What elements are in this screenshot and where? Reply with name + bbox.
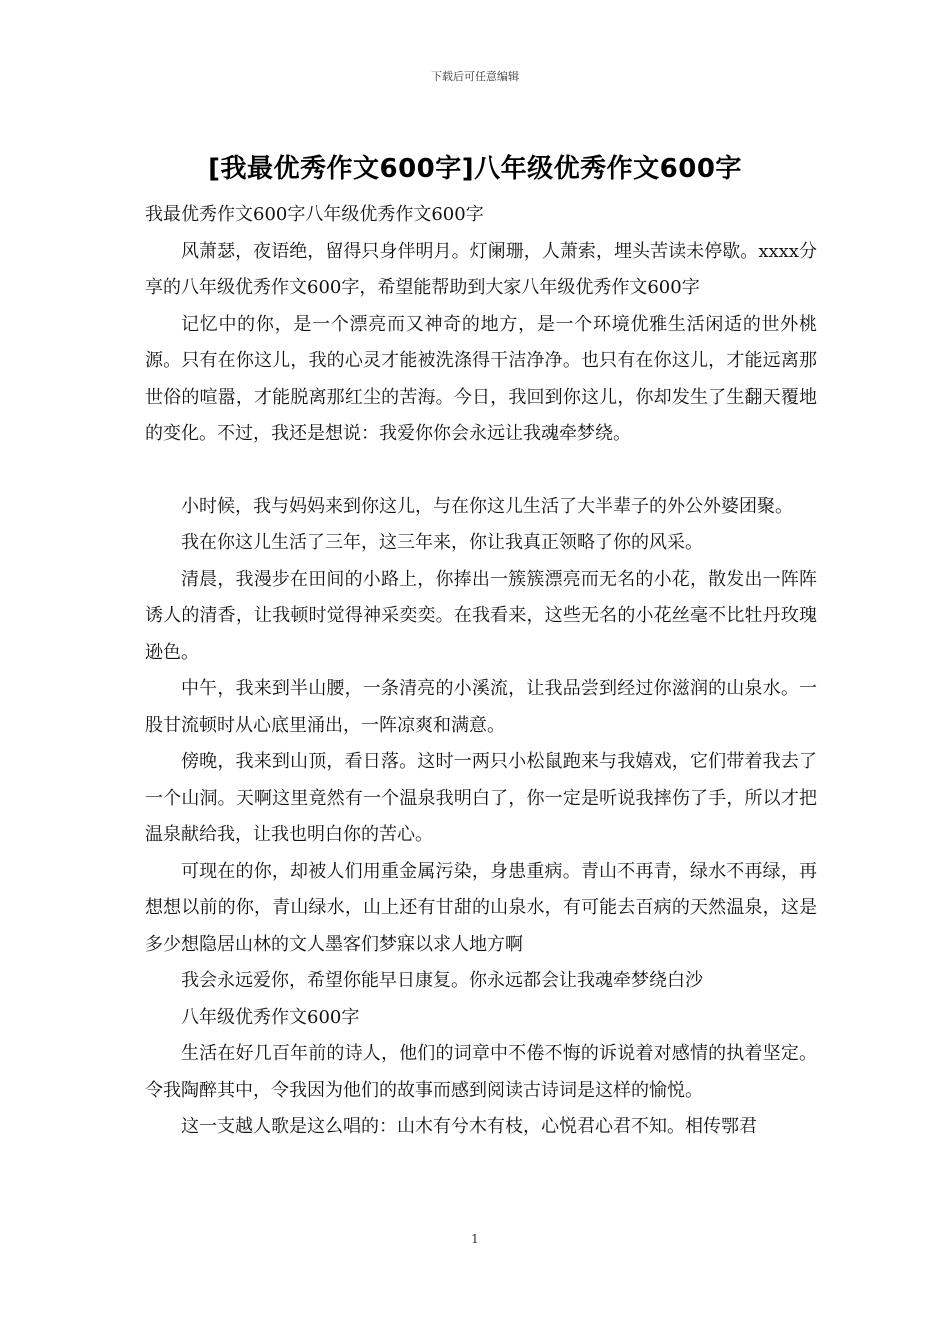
paragraph-7: 清晨，我漫步在田间的小路上，你捧出一簇簇漂亮而无名的小花，散发出一阵阵诱人的清香，让我顿时觉得神采奕奕。在我看来，这些无名的小花丝毫不比牡丹玫瑰逊色。: [145, 568, 817, 663]
header-note: 下载后可任意编辑: [431, 70, 519, 83]
paragraph-2: 风萧瑟，夜语绝，留得只身伴明月。灯阑珊，人萧索，埋头苦读未停歇。xxxx分享的八年级优秀作文600字，希望能帮助到大家八年级优秀作文600字: [145, 240, 817, 298]
document-title: [我最优秀作文600字]八年级优秀作文600字: [208, 154, 742, 184]
paragraph-3: 记忆中的你，是一个漂亮而又神奇的地方，是一个环境优雅生活闲适的世外桃源。只有在你这儿，我的心灵才能被洗涤得干洁净净。也只有在你这儿，才能远离那世俗的喧嚣，才能脱离那红尘的苦海。今日，我回到你这儿，你却发生了生翻天覆地的变化。不过，我还是想说：我爱你你会永远让我魂牵梦绕。: [145, 313, 817, 444]
paragraph-9: 傍晚，我来到山顶，看日落。这时一两只小松鼠跑来与我嬉戏，它们带着我去了一个山洞。天啊这里竟然有一个温泉我明白了，你一定是听说我摔伤了手，所以才把温泉献给我，让我也明白你的苦心。: [145, 751, 817, 845]
paragraph-11: 我会永远爱你，希望你能早日康复。你永远都会让我魂牵梦绕白沙: [181, 970, 703, 991]
paragraph-8: 中午，我来到半山腰，一条清亮的小溪流，让我品尝到经过你滋润的山泉水。一股甘流顿时从心底里涌出，一阵凉爽和满意。: [145, 678, 817, 736]
paragraph-13: 生活在好几百年前的诗人，他们的词章中不倦不悔的诉说着对感情的执着坚定。令我陶醉其中，令我因为他们的故事而感到阅读古诗词是这样的愉悦。: [145, 1043, 817, 1101]
paragraph-1: 我最优秀作文600字八年级优秀作文600字: [145, 204, 484, 225]
paragraph-6: 我在你这儿生活了三年，这三年来，你让我真正领略了你的风采。: [181, 532, 703, 553]
paragraph-spacer: [145, 453, 817, 489]
document-body: [145, 197, 817, 1146]
paragraph-14: 这一支越人歌是这么唱的：山木有兮木有枝，心悦君心君不知。相传鄂君: [181, 1116, 757, 1137]
paragraph-5: 小时候，我与妈妈来到你这儿，与在你这儿生活了大半辈子的外公外婆团聚。: [181, 495, 793, 517]
paragraph-12: 八年级优秀作文600字: [181, 1006, 360, 1028]
page-number: 1: [471, 1232, 479, 1246]
paragraph-10: 可现在的你，却被人们用重金属污染，身患重病。青山不再青，绿水不再绿，再想想以前的你，青山绿水，山上还有甘甜的山泉水，有可能去百病的天然温泉，这是多少想隐居山林的文人墨客们梦寐以求人地方啊: [145, 860, 817, 955]
